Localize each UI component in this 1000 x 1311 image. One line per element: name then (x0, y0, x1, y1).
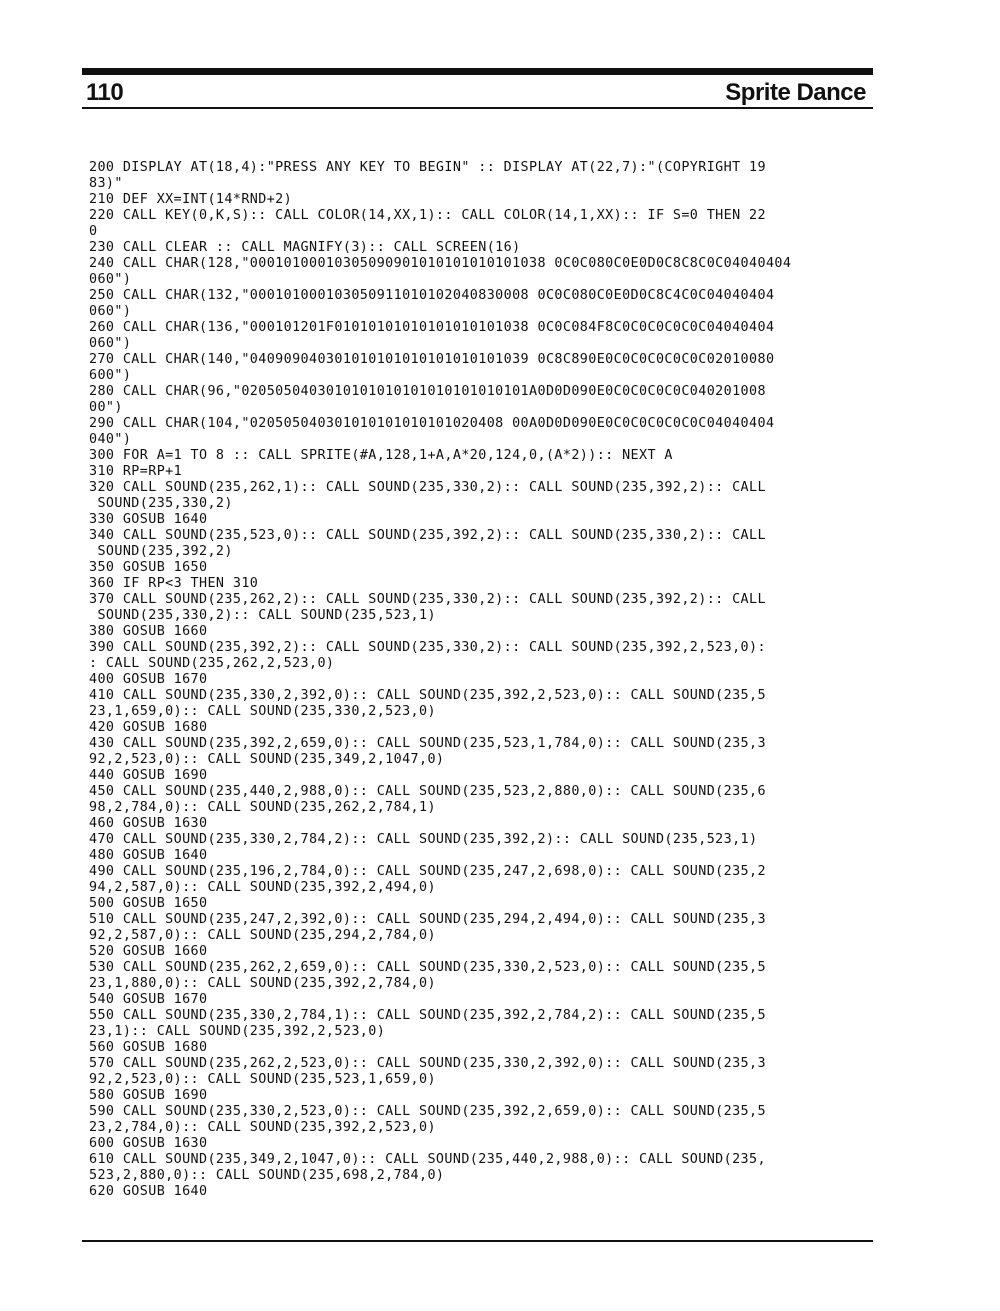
code-line: 570 CALL SOUND(235,262,2,523,0):: CALL SOUND(235,330,2,392,0):: CALL SOUND(235,3 (89, 1056, 766, 1071)
code-line: 350 GOSUB 1650 (89, 560, 208, 575)
code-line: 420 GOSUB 1680 (89, 720, 208, 735)
code-line: 510 CALL SOUND(235,247,2,392,0):: CALL SOUND(235,294,2,494,0):: CALL SOUND(235,3 (89, 912, 766, 927)
code-line: 600") (89, 368, 132, 383)
code-line: 440 GOSUB 1690 (89, 768, 208, 783)
code-line: 390 CALL SOUND(235,392,2):: CALL SOUND(235,330,2):: CALL SOUND(235,392,2,523,0): (89, 640, 766, 655)
code-line: 460 GOSUB 1630 (89, 816, 208, 831)
code-line: 540 GOSUB 1670 (89, 992, 208, 1007)
code-line: SOUND(235,330,2) (89, 496, 233, 511)
code-line: 040") (89, 432, 132, 447)
code-line: 060") (89, 336, 132, 351)
code-line: 92,2,587,0):: CALL SOUND(235,294,2,784,0) (89, 928, 436, 943)
basic-program-listing (89, 160, 864, 1200)
code-line: 360 IF RP<3 THEN 310 (89, 576, 259, 591)
code-line: 290 CALL CHAR(104,"020505040301010101010101020408 00A0D0D090E0C0C0C0C0C0C04040404 (89, 416, 775, 431)
code-line: 92,2,523,0):: CALL SOUND(235,349,2,1047,0) (89, 752, 445, 767)
code-line: : CALL SOUND(235,262,2,523,0) (89, 656, 335, 671)
code-line: 330 GOSUB 1640 (89, 512, 208, 527)
code-line: 300 FOR A=1 TO 8 :: CALL SPRITE(#A,128,1+A,A*20,124,0,(A*2)):: NEXT A (89, 448, 673, 463)
code-line: 560 GOSUB 1680 (89, 1040, 208, 1055)
code-line: 590 CALL SOUND(235,330,2,523,0):: CALL SOUND(235,392,2,659,0):: CALL SOUND(235,5 (89, 1104, 766, 1119)
code-line: 250 CALL CHAR(132,"000101000103050911010102040830008 0C0C080C0E0D0C8C4C0C04040404 (89, 288, 775, 303)
footer-rule (82, 1240, 873, 1242)
code-line: 523,2,880,0):: CALL SOUND(235,698,2,784,0) (89, 1168, 445, 1183)
code-line: 610 CALL SOUND(235,349,2,1047,0):: CALL SOUND(235,440,2,988,0):: CALL SOUND(235, (89, 1152, 766, 1167)
page-header (86, 78, 866, 108)
code-line: 00") (89, 400, 123, 415)
code-line: 270 CALL CHAR(140,"040909040301010101010101010101039 0C8C890E0C0C0C0C0C0C02010080 (89, 352, 775, 367)
code-line: 400 GOSUB 1670 (89, 672, 208, 687)
code-line: SOUND(235,330,2):: CALL SOUND(235,523,1) (89, 608, 436, 623)
code-line: 92,2,523,0):: CALL SOUND(235,523,1,659,0) (89, 1072, 436, 1087)
code-line: 320 CALL SOUND(235,262,1):: CALL SOUND(235,330,2):: CALL SOUND(235,392,2):: CALL (89, 480, 766, 495)
header-top-rule (82, 68, 873, 75)
code-line: 210 DEF XX=INT(14*RND+2) (89, 192, 293, 207)
code-line: 450 CALL SOUND(235,440,2,988,0):: CALL SOUND(235,523,2,880,0):: CALL SOUND(235,6 (89, 784, 766, 799)
code-line: 280 CALL CHAR(96,"0205050403010101010101010101010101A0D0D090E0C0C0C0C0C040201008 (89, 384, 766, 399)
code-line: 23,1,659,0):: CALL SOUND(235,330,2,523,0) (89, 704, 436, 719)
code-line: 200 DISPLAY AT(18,4):"PRESS ANY KEY TO BEGIN" :: DISPLAY AT(22,7):"(COPYRIGHT 19 (89, 160, 766, 175)
chapter-title: Sprite Dance (725, 79, 866, 106)
code-line: 220 CALL KEY(0,K,S):: CALL COLOR(14,XX,1):: CALL COLOR(14,1,XX):: IF S=0 THEN 22 (89, 208, 766, 223)
code-line: 230 CALL CLEAR :: CALL MAGNIFY(3):: CALL SCREEN(16) (89, 240, 521, 255)
code-line: 380 GOSUB 1660 (89, 624, 208, 639)
code-line: 430 CALL SOUND(235,392,2,659,0):: CALL SOUND(235,523,1,784,0):: CALL SOUND(235,3 (89, 736, 766, 751)
code-line: 580 GOSUB 1690 (89, 1088, 208, 1103)
code-line: 23,1):: CALL SOUND(235,392,2,523,0) (89, 1024, 386, 1039)
code-line: 480 GOSUB 1640 (89, 848, 208, 863)
code-line: 94,2,587,0):: CALL SOUND(235,392,2,494,0) (89, 880, 436, 895)
code-line: SOUND(235,392,2) (89, 544, 233, 559)
code-line: 98,2,784,0):: CALL SOUND(235,262,2,784,1) (89, 800, 436, 815)
code-line: 060") (89, 272, 132, 287)
code-line: 520 GOSUB 1660 (89, 944, 208, 959)
code-line: 23,2,784,0):: CALL SOUND(235,392,2,523,0) (89, 1120, 436, 1135)
code-line: 0 (89, 224, 98, 239)
code-line: 240 CALL CHAR(128,"00010100010305090901010101010101038 0C0C080C0E0D0C8C8C0C04040404 (89, 256, 792, 271)
code-line: 310 RP=RP+1 (89, 464, 183, 479)
code-line: 550 CALL SOUND(235,330,2,784,1):: CALL SOUND(235,392,2,784,2):: CALL SOUND(235,5 (89, 1008, 766, 1023)
page-number: 110 (86, 79, 124, 106)
code-line: 600 GOSUB 1630 (89, 1136, 208, 1151)
code-line: 410 CALL SOUND(235,330,2,392,0):: CALL SOUND(235,392,2,523,0):: CALL SOUND(235,5 (89, 688, 766, 703)
code-line: 260 CALL CHAR(136,"000101201F01010101010101010101038 0C0C084F8C0C0C0C0C0C04040404 (89, 320, 775, 335)
code-line: 060") (89, 304, 132, 319)
code-line: 370 CALL SOUND(235,262,2):: CALL SOUND(235,330,2):: CALL SOUND(235,392,2):: CALL (89, 592, 766, 607)
code-line: 530 CALL SOUND(235,262,2,659,0):: CALL SOUND(235,330,2,523,0):: CALL SOUND(235,5 (89, 960, 766, 975)
code-line: 470 CALL SOUND(235,330,2,784,2):: CALL SOUND(235,392,2):: CALL SOUND(235,523,1) (89, 832, 758, 847)
code-line: 83)" (89, 176, 123, 191)
code-line: 490 CALL SOUND(235,196,2,784,0):: CALL SOUND(235,247,2,698,0):: CALL SOUND(235,2 (89, 864, 766, 879)
code-line: 620 GOSUB 1640 (89, 1184, 208, 1199)
code-line: 340 CALL SOUND(235,523,0):: CALL SOUND(235,392,2):: CALL SOUND(235,330,2):: CALL (89, 528, 766, 543)
code-line: 500 GOSUB 1650 (89, 896, 208, 911)
code-line: 23,1,880,0):: CALL SOUND(235,392,2,784,0) (89, 976, 436, 991)
header-bottom-rule (82, 107, 873, 109)
